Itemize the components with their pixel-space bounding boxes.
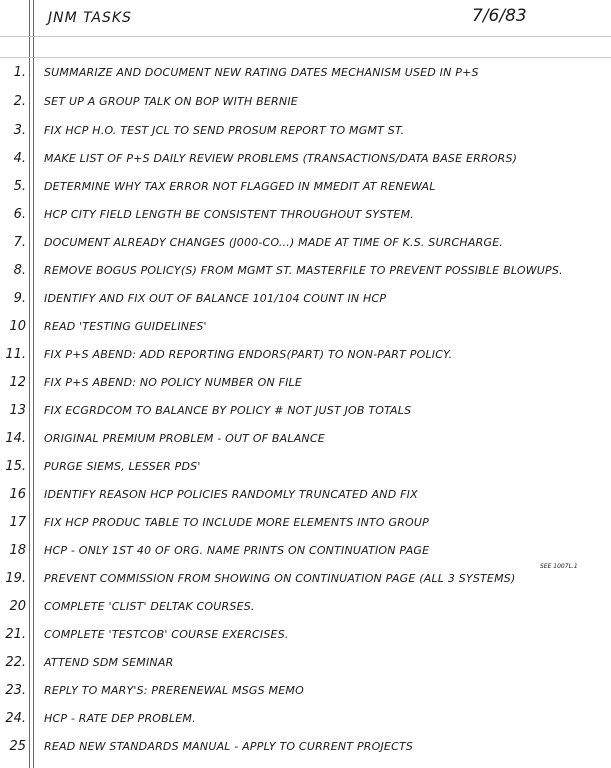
- ruled-line: [0, 57, 611, 58]
- task-row: [0, 400, 611, 424]
- task-text: IDENTIFY REASON HCP POLICIES RANDOMLY TRUNCATED AND FIX: [44, 488, 418, 501]
- task-number: 11.: [5, 347, 26, 362]
- task-number: 21.: [5, 627, 26, 642]
- task-number: 5.: [13, 179, 26, 194]
- task-text: HCP - ONLY 1ST 40 OF ORG. NAME PRINTS ON CONTINUATION PAGE: [44, 544, 430, 557]
- task-text: ORIGINAL PREMIUM PROBLEM - OUT OF BALANCE: [44, 432, 325, 445]
- task-row: [0, 736, 611, 760]
- task-text: COMPLETE 'CLIST' DELTAK COURSES.: [44, 600, 255, 613]
- task-row: [0, 652, 611, 676]
- task-number: 10: [9, 319, 26, 334]
- task-row: [0, 680, 611, 704]
- task-number: 25: [9, 739, 26, 754]
- ruled-line: [0, 36, 611, 37]
- task-row: [0, 232, 611, 256]
- task-text: IDENTIFY AND FIX OUT OF BALANCE 101/104 COUNT IN HCP: [44, 292, 387, 305]
- task-number: 22.: [5, 655, 26, 670]
- task-row: [0, 120, 611, 144]
- task-number: 6.: [13, 207, 26, 222]
- task-row: [0, 512, 611, 536]
- task-row: [0, 176, 611, 200]
- task-text: ATTEND SDM SEMINAR: [44, 656, 174, 669]
- task-row: [0, 316, 611, 340]
- task-row: [0, 428, 611, 452]
- side-note: SEE 1007L.1: [540, 563, 578, 570]
- task-number: 9.: [13, 291, 26, 306]
- task-number: 12: [9, 375, 26, 390]
- task-number: 2.: [13, 94, 26, 109]
- page-title: JNM TASKS: [48, 10, 132, 26]
- task-number: 8.: [13, 263, 26, 278]
- task-text: HCP - RATE DEP PROBLEM.: [44, 712, 196, 725]
- page-date: 7/6/83: [472, 6, 527, 26]
- task-text: READ 'TESTING GUIDELINES': [44, 320, 207, 333]
- task-text: PREVENT COMMISSION FROM SHOWING ON CONTINUATION PAGE (ALL 3 SYSTEMS): [44, 572, 516, 585]
- task-text: PURGE SIEMS, LESSER PDS': [44, 460, 201, 473]
- task-number: 3.: [13, 123, 26, 138]
- task-number: 15.: [5, 459, 26, 474]
- task-row: [0, 568, 611, 592]
- task-row: [0, 596, 611, 620]
- task-text: SET UP A GROUP TALK ON BOP WITH BERNIE: [44, 95, 298, 108]
- task-text: MAKE LIST OF P+S DAILY REVIEW PROBLEMS (TRANSACTIONS/DATA BASE ERRORS): [44, 152, 518, 165]
- task-row: [0, 344, 611, 368]
- task-row: [0, 484, 611, 508]
- task-row: [0, 372, 611, 396]
- task-number: 18: [9, 543, 26, 558]
- task-number: 16: [9, 487, 26, 502]
- task-row: [0, 624, 611, 648]
- task-row: [0, 540, 611, 564]
- task-number: 4.: [13, 151, 26, 166]
- task-number: 23.: [5, 683, 26, 698]
- task-text: REMOVE BOGUS POLICY(S) FROM MGMT ST. MASTERFILE TO PREVENT POSSIBLE BLOWUPS.: [44, 264, 563, 277]
- task-number: 19.: [5, 571, 26, 586]
- task-number: 13: [9, 403, 26, 418]
- task-row: [0, 708, 611, 732]
- task-row: [0, 204, 611, 228]
- task-row: [0, 62, 611, 86]
- task-number: 24.: [5, 711, 26, 726]
- task-text: SUMMARIZE AND DOCUMENT NEW RATING DATES MECHANISM USED IN P+S: [44, 66, 479, 79]
- task-text: FIX HCP H.O. TEST JCL TO SEND PROSUM REPORT TO MGMT ST.: [44, 124, 405, 137]
- task-text: DOCUMENT ALREADY CHANGES (J000-CO...) MADE AT TIME OF K.S. SURCHARGE.: [44, 236, 504, 249]
- task-text: DETERMINE WHY TAX ERROR NOT FLAGGED IN MMEDIT AT RENEWAL: [44, 180, 436, 193]
- task-text: REPLY TO MARY'S: PRERENEWAL MSGS MEMO: [44, 684, 304, 697]
- task-number: 20: [9, 599, 26, 614]
- task-number: 14.: [5, 431, 26, 446]
- task-text: FIX ECGRDCOM TO BALANCE BY POLICY # NOT JUST JOB TOTALS: [44, 404, 412, 417]
- task-number: 7.: [13, 235, 26, 250]
- task-row: [0, 456, 611, 480]
- task-row: [0, 260, 611, 284]
- task-number: 1.: [13, 65, 26, 80]
- task-text: FIX P+S ABEND: ADD REPORTING ENDORS(PART) TO NON-PART POLICY.: [44, 348, 453, 361]
- task-text: FIX P+S ABEND: NO POLICY NUMBER ON FILE: [44, 376, 303, 389]
- task-text: READ NEW STANDARDS MANUAL - APPLY TO CURRENT PROJECTS: [44, 740, 414, 753]
- task-text: FIX HCP PRODUC TABLE TO INCLUDE MORE ELEMENTS INTO GROUP: [44, 516, 429, 529]
- task-text: HCP CITY FIELD LENGTH BE CONSISTENT THROUGHOUT SYSTEM.: [44, 208, 414, 221]
- task-row: [0, 148, 611, 172]
- task-number: 17: [9, 515, 26, 530]
- task-row: [0, 288, 611, 312]
- task-text: COMPLETE 'TESTCOB' COURSE EXERCISES.: [44, 628, 289, 641]
- task-row: [0, 91, 611, 115]
